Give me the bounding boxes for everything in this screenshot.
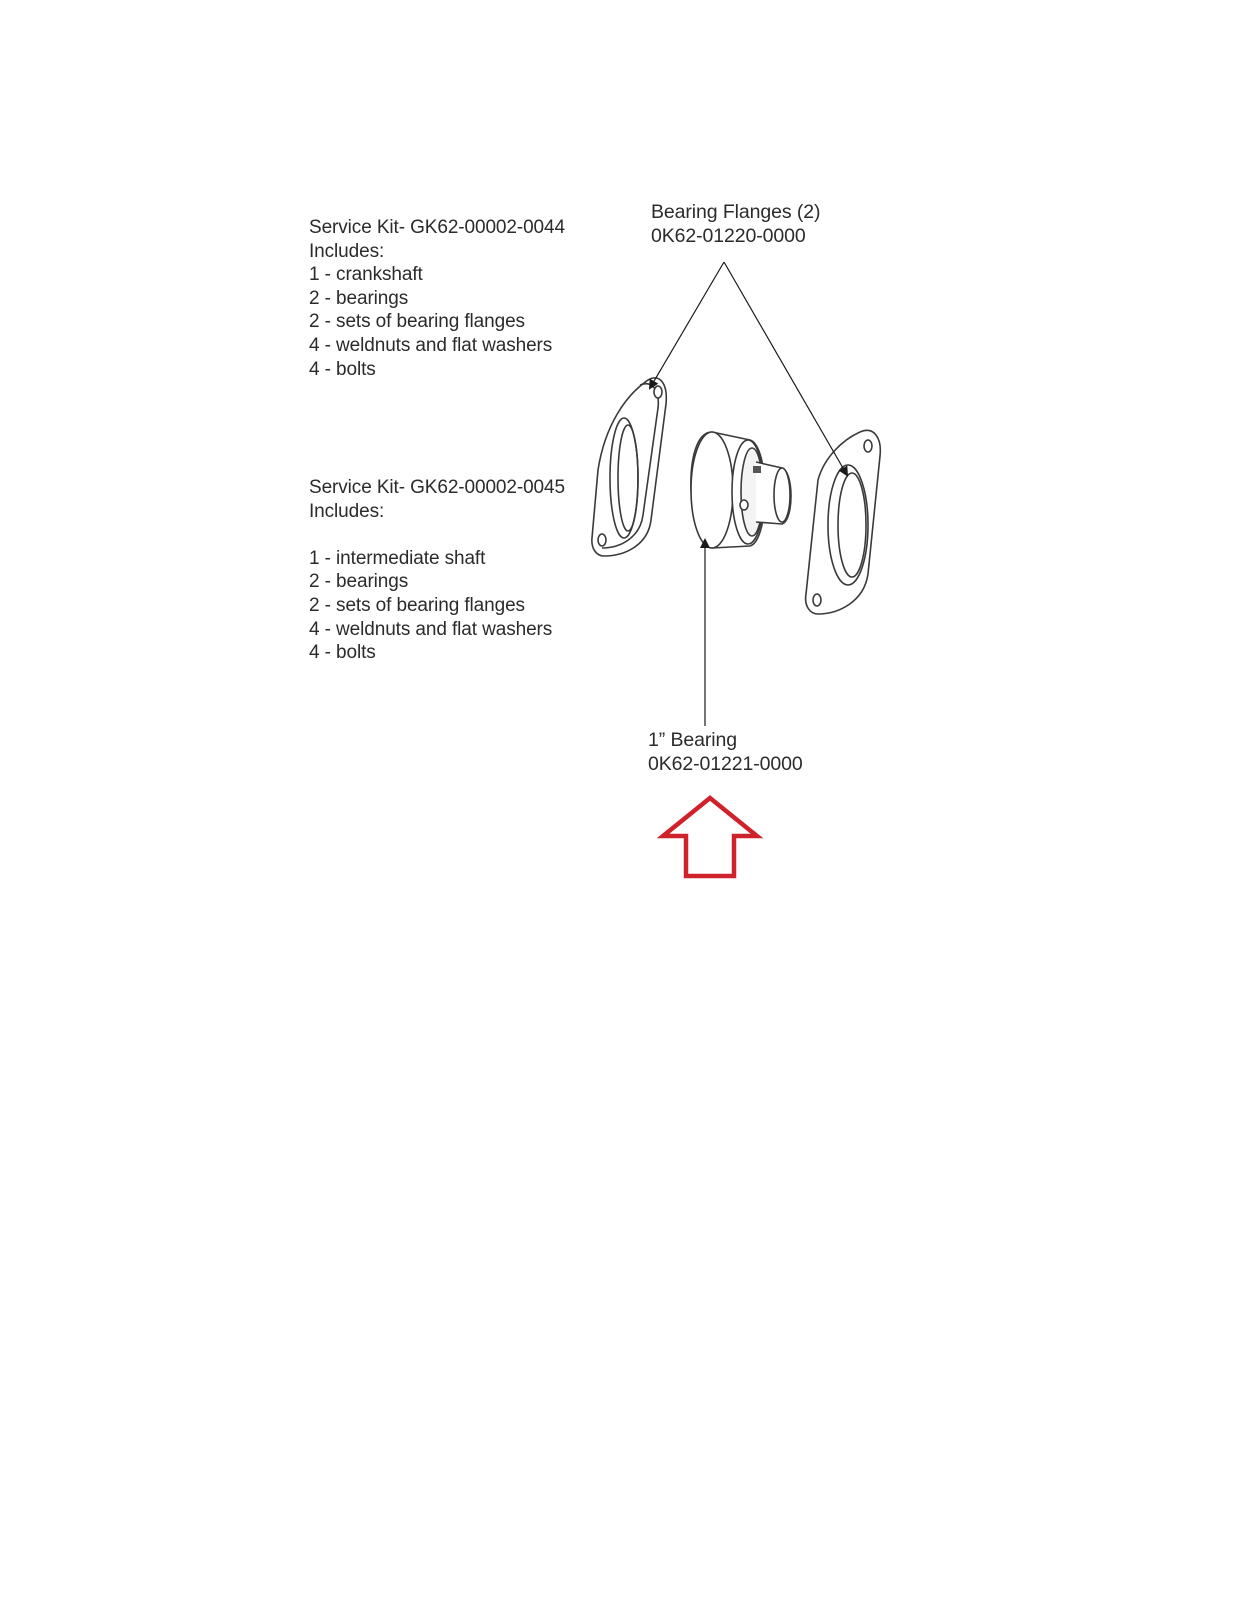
kit-2-item: 2 - sets of bearing flanges [309,594,525,616]
highlight-arrow-icon [663,798,757,876]
bearing-callout [648,729,803,776]
bearing-name: 1” Bearing [648,729,737,751]
kit-2-includes: Includes: [309,500,385,522]
kit-2-title: Service Kit- GK62-00002-0045 [309,477,565,498]
kit-2-item: 4 - bolts [309,642,376,664]
service-kit-1 [309,216,565,381]
kit-1-item: 2 - sets of bearing flanges [309,311,525,333]
bearing-flanges-part-number: 0K62-01220-0000 [651,224,806,247]
bearing-flanges-name: Bearing Flanges (2) [651,201,821,223]
kit-1-item: 4 - bolts [309,358,376,380]
kit-1-includes: Includes: [309,240,385,262]
kit-1-item: 1 - crankshaft [309,264,423,286]
right-bearing-flange [806,430,881,614]
kit-1-item: 4 - weldnuts and flat washers [309,334,553,356]
service-kit-2 [309,476,565,665]
kit-2-item: 1 - intermediate shaft [309,547,486,569]
bearing-flanges-callout [651,201,820,248]
kit-2-item: 2 - bearings [309,571,409,593]
spacer [309,523,565,547]
kit-1-item: 2 - bearings [309,287,409,309]
left-bearing-flange [592,378,666,556]
kit-1-title: Service Kit- GK62-00002-0044 [309,217,565,238]
center-bearing [691,432,791,548]
kit-2-item: 4 - weldnuts and flat washers [309,618,553,640]
leader-to-left-flange [650,262,724,388]
bearing-part-number: 0K62-01221-0000 [648,752,803,775]
